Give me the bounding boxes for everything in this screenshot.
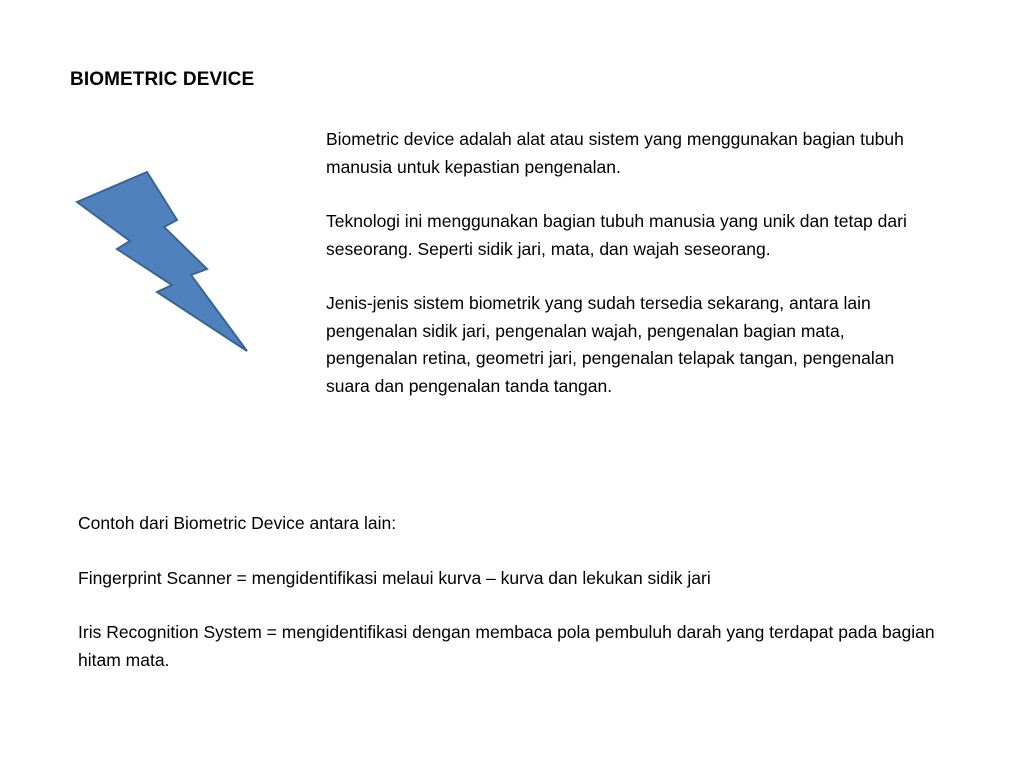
examples-section: [78, 510, 938, 701]
lightning-bolt-icon: [70, 165, 255, 357]
example-fingerprint-scanner: Fingerprint Scanner = mengidentifikasi melaui kurva – kurva dan lekukan sidik jari: [78, 567, 711, 588]
technology-paragraph: Teknologi ini menggunakan bagian tubuh manusia yang unik dan tetap dari seseorang. Seperti sidik jari, mata, dan wajah seseorang.: [326, 211, 907, 259]
example-iris-recognition: Iris Recognition System = mengidentifikasi dengan membaca pola pembuluh darah yang terdapat pada bagian hitam mata.: [78, 622, 935, 670]
description-text: [326, 126, 916, 427]
examples-intro: Contoh dari Biometric Device antara lain:: [78, 513, 397, 533]
types-paragraph: Jenis-jenis sistem biometrik yang sudah tersedia sekarang, antara lain pengenalan sidik jari, pengenalan wajah, pengenalan bagian mata, pengenalan retina, geometri jari, pengenalan telapak tangan, pengenalan suara dan pengenalan tanda tangan.: [326, 293, 895, 396]
definition-paragraph: Biometric device adalah alat atau sistem yang menggunakan bagian tubuh manusia untuk kepastian pengenalan.: [326, 129, 904, 177]
slide-title: BIOMETRIC DEVICE: [70, 69, 255, 90]
